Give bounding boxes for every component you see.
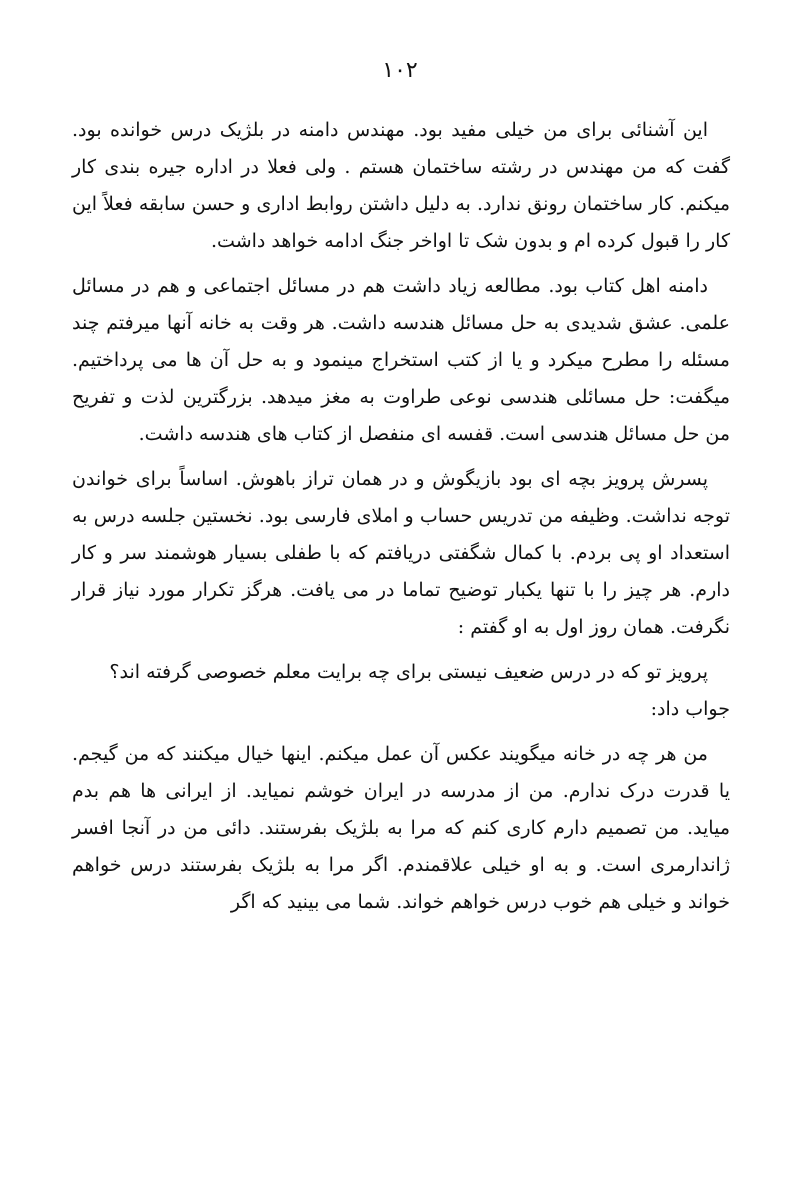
paragraph-3: پسرش پرویز بچه ای بود بازیگوش و در همان تراز باهوش. اساساً برای خواندن توجه نداشت. وظیفه من تدریس حساب و املای فارسی بود. نخستین جلسه درس به استعداد او پی بردم. با کمال شگفتی دریافتم که با طفلی بسیار هوشمند سر و کار دارم. هر چیز را با تنها یکبار توضیح تماما در می یافت. هرگز تکرار مورد نیاز قرار نگرفت. همان روز اول به او گفتم : xyxy=(72,468,730,638)
paragraph-5: من هر چه در خانه میگویند عکس آن عمل میکنم. اینها خیال میکنند که من گیجم. یا قدرت درک ندارم. من از مدرسه در ایران خوشم نمیاید. از ایرانی ها هم بدم میاید. من تصمیم دارم کاری کنم که مرا به بلژیک بفرستند. دائی من در آنجا افسر ژاندارمری است. و به او خیلی علاقمندم. اگر مرا به بلژیک بفرستند درس خواهم خواند و خیلی هم خوب درس خواهم خواند. شما می بینید که اگر xyxy=(72,743,730,913)
paragraph-question: پرویز تو که در درس ضعیف نیستی برای چه برایت معلم خصوصی گرفته اند؟ xyxy=(109,661,708,683)
body-text xyxy=(72,112,730,929)
page-number: ۱۰۲ xyxy=(382,58,418,83)
paragraph-1: این آشنائی برای من خیلی مفید بود. مهندس دامنه در بلژیک درس خوانده بود. گفت که من مهندس در رشته ساختمان هستم . ولی فعلا در اداره جیره بندی کار میکنم. کار ساختمان رونق ندارد. به دلیل داشتن روابط اداری و حسن سابقه فعلاً این کار را قبول کرده ام و بدون شک تا اواخر جنگ ادامه خواهد داشت. xyxy=(72,119,730,252)
paragraph-answer-intro: جواب داد: xyxy=(650,698,730,720)
paragraph-2: دامنه اهل کتاب بود. مطالعه زیاد داشت هم در مسائل اجتماعی و هم در مسائل علمی. عشق شدیدی به حل مسائل هندسه داشت. هر وقت به خانه آنها میرفتم چند مسئله را مطرح میکرد و یا از کتب استخراج مینمود و به حل آن ها می پرداختیم. میگفت: حل مسائلی هندسی نوعی طراوت به مغز میدهد. بزرگترین لذت و تفریح من حل مسائل هندسی است. قفسه ای منفصل از کتاب های هندسه داشت. xyxy=(72,275,730,445)
